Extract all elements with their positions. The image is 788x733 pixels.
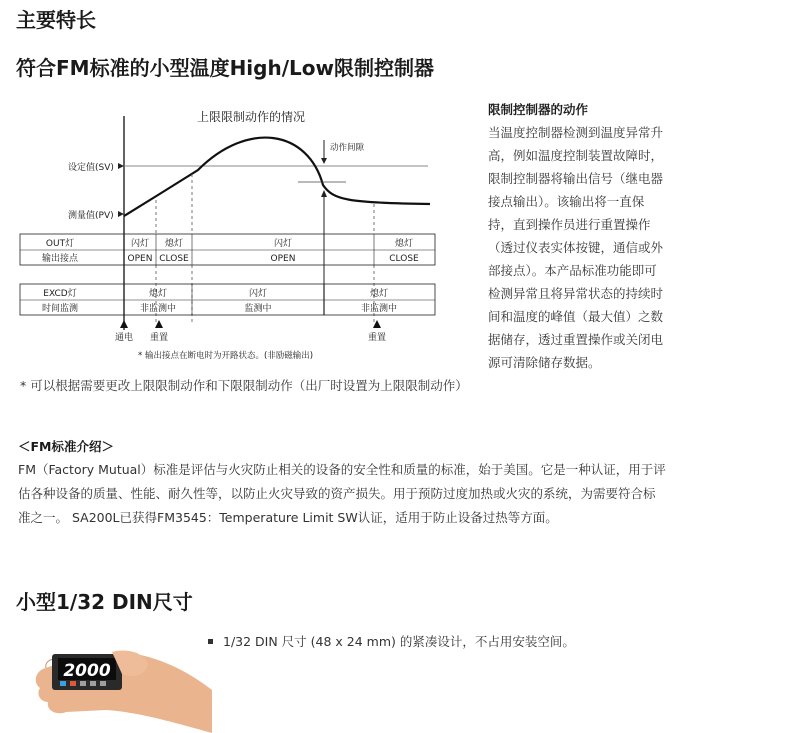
pv-curve [124,138,430,216]
side-line: 当温度控制器检测到温度异常升 [488,125,664,140]
din-feature-item [208,632,575,650]
bullet-icon [208,639,213,644]
side-line: 据储存，透过重置操作或关闭电 [488,332,664,347]
output-label: 输出接点 [41,254,79,264]
excd-lamp-label: EXCD灯 [43,289,77,299]
out-lamp-cell: 闪灯 [130,239,150,249]
excd-lamp-cell: 熄灯 [369,289,389,299]
out-lamp-cell: 熄灯 [394,239,414,249]
din-size-heading: 小型1/32 DIN尺寸 [16,590,193,614]
gap-arrow-icon [321,158,327,164]
power-on-label: 通电 [114,333,134,343]
reset-label-1: 重置 [149,333,169,343]
sv-arrow-icon [118,163,124,169]
side-line: 检测异常且将异常状态的持续时 [488,286,664,301]
limit-action-description [488,98,678,374]
side-line: 源可清除储存数据。 [488,355,601,370]
limit-mode-note: * 可以根据需要更改上限限制动作和下限限制动作（出厂时设置为上限限制动作） [20,378,468,393]
fm-line: 准之一。 SA200L已获得FM3545：Temperature Limit SW认证，适用于防止设备过热等方面。 [18,510,558,525]
fm-standard-title: ＜FM标准介绍＞ [18,439,114,454]
limit-action-diagram [18,100,458,370]
timer-cell: 非监测中 [139,304,177,314]
action-gap-label: 动作间隙 [330,143,365,153]
main-heading: 主要特长 [16,8,96,32]
side-line: 持，直到操作员进行重置操作 [488,217,651,232]
timer-label: 时间监测 [41,304,79,314]
side-line: 限制控制器将输出信号（继电器 [488,171,664,186]
side-line: 部接点）。本产品标准功能即可 [488,263,657,278]
timer-cell: 监测中 [244,304,272,314]
output-cell: OPEN [270,254,296,264]
fm-limit-heading: 符合FM标准的小型温度High/Low限制控制器 [16,56,434,80]
out-lamp-label: OUT灯 [45,239,75,249]
output-cell: CLOSE [159,254,189,264]
side-line: 接点输出）。该输出将一直保 [488,194,645,209]
reset-label-2: 重置 [367,333,387,343]
excd-lamp-cell: 闪灯 [248,289,268,299]
fm-standard-body [18,458,678,530]
sv-label: 设定值(SV) [68,163,114,173]
side-line: （透过仪表实体按键，通信或外 [488,240,664,255]
out-lamp-cell: 熄灯 [164,239,184,249]
fm-line: FM（Factory Mutual）标准是评估与火灾防止相关的设备的安全性和质量的标准，始于美国。它是一种认证，用于评 [18,462,666,477]
power-on-marker-icon [120,320,128,328]
diagram-title: 上限限制动作的情况 [196,110,306,124]
out-lamp-cell: 闪灯 [273,239,293,249]
fm-line: 估各种设备的质量、性能、耐久性等，以防止火灾导致的资产损失。用于预防过度加热或火灾的系统，为需要符合标 [18,486,656,501]
product-in-hand-photo [26,630,212,733]
output-cell: CLOSE [389,254,419,264]
output-cell: OPEN [127,254,153,264]
display-value: 2000 [63,661,111,681]
pv-label: 测量值(PV) [68,211,114,221]
din-feature-text: 1/32 DIN 尺寸 (48 x 24 mm) 的紧凑设计，不占用安装空间。 [223,634,575,649]
diagram-footnote: * 输出接点在断电时为开路状态。(非励磁输出) [138,351,314,361]
excd-lamp-cell: 熄灯 [148,289,168,299]
side-line: 高，例如温度控制装置故障时， [488,148,664,163]
pv-arrow-icon [118,211,124,217]
side-title: 限制控制器的动作 [488,102,589,117]
side-line: 间和温度的峰值（最大值）之数 [488,309,664,324]
gap-arrow-up-icon [321,190,327,197]
timer-cell: 非监测中 [360,304,398,314]
